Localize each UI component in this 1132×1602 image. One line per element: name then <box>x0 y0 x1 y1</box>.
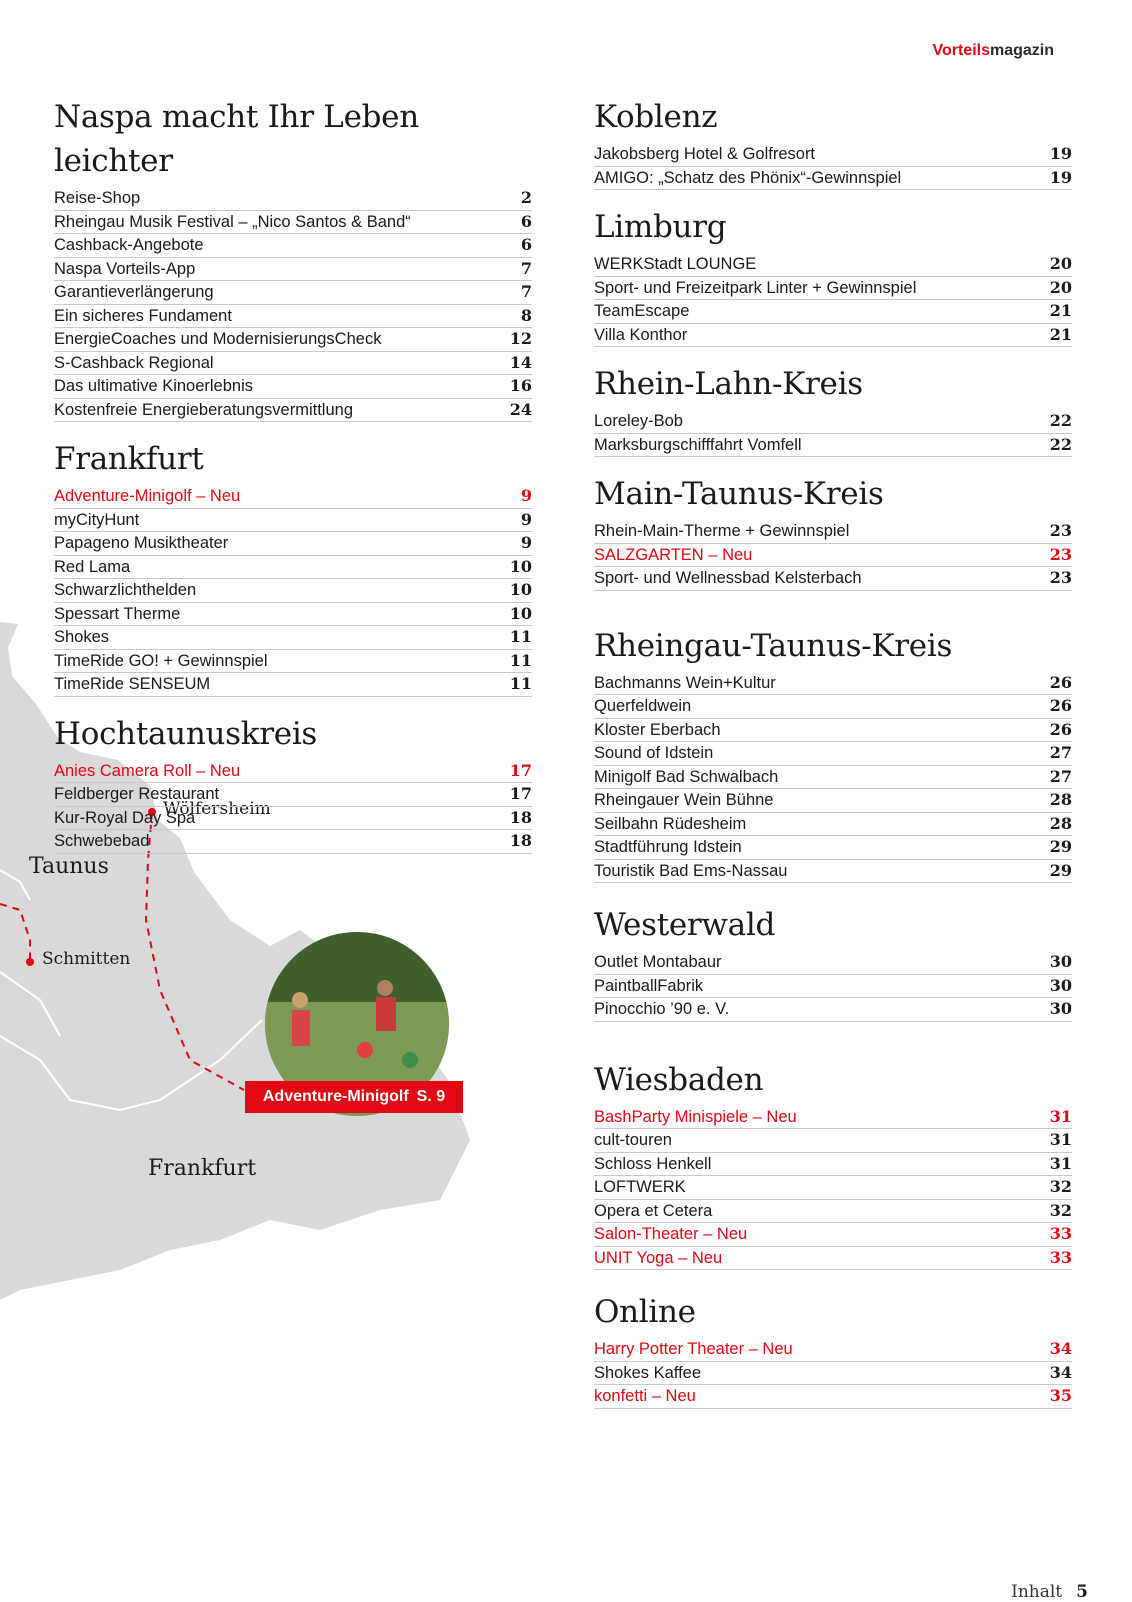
toc-section <box>54 712 532 854</box>
toc-entry-page: 21 <box>1049 301 1072 320</box>
map-label-schmitten: Schmitten <box>42 949 131 969</box>
toc-entry-page: 32 <box>1049 1177 1072 1196</box>
toc-entry-page: 12 <box>509 329 532 348</box>
toc-entry-page: 31 <box>1049 1106 1072 1126</box>
toc-entry-label: Rheingauer Wein Bühne <box>594 791 774 809</box>
toc-entry-label: Opera et Cetera <box>594 1201 713 1220</box>
toc-entry-label: TeamEscape <box>594 302 690 320</box>
toc-list <box>594 1338 1072 1409</box>
toc-entry[interactable] <box>594 1362 1072 1386</box>
toc-entry[interactable] <box>54 579 532 603</box>
toc-entry-page: 22 <box>1049 411 1072 430</box>
toc-entry[interactable] <box>594 1385 1072 1409</box>
toc-section <box>594 903 1072 1022</box>
toc-entry[interactable] <box>594 1153 1072 1177</box>
section-title: Online <box>594 1294 696 1330</box>
toc-entry-label: Harry Potter Theater – Neu <box>594 1340 793 1358</box>
toc-entry-page: 29 <box>1049 837 1072 856</box>
toc-entry-label: WERKStadt LOUNGE <box>594 255 757 273</box>
toc-entry-page: 7 <box>520 282 532 301</box>
toc-list <box>594 143 1072 190</box>
toc-entry[interactable] <box>54 211 532 235</box>
toc-entry-page: 20 <box>1049 254 1072 273</box>
toc-entry-label: Seilbahn Rüdesheim <box>594 814 747 833</box>
toc-entry-label: konfetti – Neu <box>594 1387 696 1405</box>
section-title: Rhein-Lahn-Kreis <box>594 366 863 402</box>
toc-section <box>594 95 1072 190</box>
toc-entry[interactable] <box>594 1338 1072 1362</box>
toc-entry-page: 17 <box>509 784 532 803</box>
toc-right-column <box>594 95 1072 1409</box>
toc-entry[interactable] <box>54 281 532 305</box>
toc-entry-page: 35 <box>1049 1386 1072 1405</box>
toc-section <box>594 472 1072 591</box>
toc-entry-label: Adventure-Minigolf – Neu <box>54 487 241 505</box>
toc-entry[interactable] <box>594 975 1072 999</box>
toc-entry-label: Marksburgschifffahrt Vomfell <box>594 435 802 454</box>
toc-entry-label: Schloss Henkell <box>594 1154 712 1173</box>
section-title: Limburg <box>594 209 727 245</box>
toc-entry[interactable] <box>54 532 532 556</box>
toc-entry[interactable] <box>594 324 1072 348</box>
brand-red: Vorteils <box>932 42 990 59</box>
toc-entry-label: TimeRide SENSEUM <box>54 675 211 693</box>
toc-list <box>594 672 1072 884</box>
toc-entry[interactable] <box>594 719 1072 743</box>
toc-entry[interactable] <box>54 509 532 533</box>
section-title: Westerwald <box>594 907 775 943</box>
toc-entry[interactable] <box>54 650 532 674</box>
toc-entry[interactable] <box>594 1200 1072 1224</box>
toc-entry-label: Querfeldwein <box>594 697 692 715</box>
toc-entry-label: Kur-Royal Day Spa <box>54 808 196 827</box>
toc-entry-page: 11 <box>509 627 532 646</box>
toc-section <box>594 1290 1072 1409</box>
toc-entry-label: TimeRide GO! + Gewinnspiel <box>54 651 268 670</box>
toc-entry-page: 23 <box>1049 568 1072 587</box>
toc-section <box>54 95 532 422</box>
map-label-woelfersheim: Wölfersheim <box>163 799 271 819</box>
toc-list <box>594 1106 1072 1271</box>
toc-entry[interactable] <box>54 234 532 258</box>
schmitten-pin <box>26 958 34 966</box>
toc-entry[interactable] <box>54 783 532 807</box>
toc-entry[interactable] <box>594 143 1072 167</box>
toc-section <box>594 1058 1072 1271</box>
toc-entry-page: 6 <box>520 235 532 254</box>
toc-entry-label: Das ultimative Kinoerlebnis <box>54 377 254 395</box>
section-title: Hochtaunuskreis <box>54 715 318 752</box>
toc-entry[interactable] <box>54 807 532 831</box>
badge-label: Adventure-Minigolf <box>262 1088 409 1105</box>
toc-entry[interactable] <box>594 813 1072 837</box>
toc-entry-label: Garantieverlängerung <box>54 283 214 301</box>
toc-list <box>54 760 532 854</box>
toc-entry-page: 33 <box>1049 1247 1072 1267</box>
toc-list <box>594 520 1072 591</box>
section-title: Main-Taunus-Kreis <box>594 476 884 512</box>
section-title: Frankfurt <box>54 441 204 477</box>
toc-list <box>594 253 1072 347</box>
toc-entry-label: Shokes Kaffee <box>594 1363 702 1382</box>
toc-entry-label: AMIGO: „Schatz des Phönix“-Gewinnspiel <box>594 168 902 187</box>
toc-section <box>594 362 1072 457</box>
toc-entry[interactable] <box>594 998 1072 1022</box>
toc-entry[interactable] <box>594 520 1072 544</box>
page-number: 5 <box>1076 1582 1088 1602</box>
toc-entry[interactable] <box>594 742 1072 766</box>
section-title: Rheingau-Taunus-Kreis <box>594 627 953 664</box>
toc-entry-page: 18 <box>509 807 532 827</box>
toc-entry-label: Rheingau Musik Festival – „Nico Santos & Band“ <box>54 212 411 231</box>
toc-entry[interactable] <box>594 1223 1072 1247</box>
toc-entry-page: 20 <box>1049 277 1072 297</box>
toc-entry-label: Outlet Montabaur <box>594 953 722 971</box>
toc-entry-label: LOFTWERK <box>594 1178 686 1196</box>
toc-list <box>594 951 1072 1022</box>
toc-entry[interactable] <box>594 253 1072 277</box>
toc-entry-page: 9 <box>520 509 532 529</box>
toc-entry-page: 10 <box>509 580 532 599</box>
toc-entry-page: 33 <box>1049 1224 1072 1243</box>
toc-entry-label: Red Lama <box>54 557 131 576</box>
toc-entry-label: Schwebebad <box>54 832 150 850</box>
toc-entry-page: 9 <box>520 486 532 505</box>
toc-entry-label: Kostenfreie Energieberatungsvermittlung <box>54 400 354 419</box>
toc-entry[interactable] <box>594 277 1072 301</box>
toc-entry-page: 16 <box>509 376 532 395</box>
toc-entry-page: 31 <box>1049 1130 1072 1149</box>
toc-entry-label: Pinocchio ’90 e. V. <box>594 1000 730 1018</box>
toc-entry-page: 31 <box>1049 1153 1072 1173</box>
toc-entry-page: 2 <box>520 188 532 207</box>
toc-entry-label: Minigolf Bad Schwalbach <box>594 767 779 786</box>
toc-entry[interactable] <box>594 951 1072 975</box>
toc-entry-page: 30 <box>1049 999 1072 1018</box>
toc-entry-label: myCityHunt <box>54 510 140 529</box>
toc-entry-page: 9 <box>520 533 532 552</box>
toc-entry[interactable] <box>54 375 532 399</box>
toc-section <box>54 437 532 697</box>
toc-entry[interactable] <box>594 1247 1072 1271</box>
toc-entry-page: 26 <box>1049 696 1072 715</box>
toc-entry-page: 6 <box>520 211 532 231</box>
toc-entry[interactable] <box>594 836 1072 860</box>
toc-entry[interactable] <box>54 830 532 854</box>
toc-entry[interactable] <box>54 352 532 376</box>
toc-entry-page: 27 <box>1049 743 1072 762</box>
toc-entry-label: S-Cashback Regional <box>54 353 214 372</box>
toc-entry-page: 22 <box>1049 434 1072 454</box>
toc-entry-page: 30 <box>1049 952 1072 971</box>
toc-entry-label: Ein sicheres Fundament <box>54 306 232 325</box>
toc-entry-label: Bachmanns Wein+Kultur <box>594 673 776 692</box>
toc-entry[interactable] <box>54 485 532 509</box>
toc-entry-page: 34 <box>1049 1339 1072 1358</box>
toc-section <box>594 624 1072 884</box>
toc-entry-page: 10 <box>509 556 532 576</box>
toc-entry-label: BashParty Minispiele – Neu <box>594 1107 797 1126</box>
toc-entry[interactable] <box>54 603 532 627</box>
toc-entry-label: Touristik Bad Ems-Nassau <box>594 861 788 880</box>
toc-entry-page: 27 <box>1049 766 1072 786</box>
toc-entry[interactable] <box>54 258 532 282</box>
toc-entry-label: UNIT Yoga – Neu <box>594 1248 723 1267</box>
toc-entry-label: Naspa Vorteils-App <box>54 259 196 278</box>
map-label-taunus: Taunus <box>29 854 109 879</box>
toc-entry-page: 11 <box>509 674 532 693</box>
toc-entry-label: Sport- und Wellnessbad Kelsterbach <box>594 569 862 587</box>
toc-entry[interactable] <box>594 1129 1072 1153</box>
toc-entry-label: Kloster Eberbach <box>594 720 721 739</box>
toc-entry[interactable] <box>594 672 1072 696</box>
toc-entry-label: Cashback-Angebote <box>54 236 204 254</box>
toc-entry-label: cult-touren <box>594 1131 672 1149</box>
toc-entry-page: 19 <box>1049 144 1072 163</box>
toc-entry-page: 14 <box>509 352 532 372</box>
toc-entry-page: 28 <box>1049 813 1072 833</box>
section-title: Wiesbaden <box>594 1061 764 1098</box>
toc-entry[interactable] <box>54 305 532 329</box>
toc-entry-label: Loreley-Bob <box>594 412 683 430</box>
toc-entry[interactable] <box>594 860 1072 884</box>
toc-entry[interactable] <box>54 556 532 580</box>
toc-entry-label: Reise-Shop <box>54 189 141 207</box>
toc-list <box>54 485 532 697</box>
toc-entry-page: 10 <box>509 603 532 623</box>
map-label-frankfurt: Frankfurt <box>148 1156 257 1181</box>
toc-entry-label: Salon-Theater – Neu <box>594 1225 748 1243</box>
toc-entry-page: 29 <box>1049 860 1072 880</box>
toc-entry-label: Papageno Musiktheater <box>54 534 229 552</box>
toc-entry[interactable] <box>54 673 532 697</box>
toc-entry-label: Villa Konthor <box>594 325 688 344</box>
toc-entry-page: 21 <box>1049 324 1072 344</box>
badge-page: S. 9 <box>416 1088 446 1105</box>
toc-entry-page: 32 <box>1049 1200 1072 1220</box>
toc-entry-page: 23 <box>1049 521 1072 540</box>
toc-entry-page: 18 <box>509 831 532 850</box>
toc-entry[interactable] <box>594 695 1072 719</box>
toc-entry-label: Sport- und Freizeitpark Linter + Gewinnspiel <box>594 278 917 297</box>
page-footer <box>1011 1582 1088 1602</box>
toc-entry-page: 26 <box>1049 719 1072 739</box>
toc-entry[interactable] <box>594 300 1072 324</box>
footer-section: Inhalt <box>1011 1582 1063 1602</box>
toc-entry-label: SALZGARTEN – Neu <box>594 545 753 564</box>
toc-entry-page: 17 <box>509 760 532 780</box>
toc-entry[interactable] <box>54 399 532 423</box>
toc-entry-label: Spessart Therme <box>54 604 181 623</box>
toc-entry[interactable] <box>594 1176 1072 1200</box>
toc-entry[interactable] <box>54 760 532 784</box>
toc-entry-label: Feldberger Restaurant <box>54 785 220 803</box>
toc-entry[interactable] <box>54 328 532 352</box>
toc-entry-page: 26 <box>1049 672 1072 692</box>
toc-entry-label: Jakobsberg Hotel & Golfresort <box>594 145 816 163</box>
toc-entry-label: Rhein-Main-Therme + Gewinnspiel <box>594 522 850 540</box>
toc-entry[interactable] <box>594 410 1072 434</box>
toc-entry-label: EnergieCoaches und ModernisierungsCheck <box>54 330 382 348</box>
toc-entry-page: 8 <box>520 305 532 325</box>
toc-entry-page: 28 <box>1049 790 1072 809</box>
toc-entry-page: 24 <box>509 399 532 419</box>
toc-entry[interactable] <box>594 789 1072 813</box>
toc-entry[interactable] <box>54 187 532 211</box>
toc-entry[interactable] <box>594 434 1072 458</box>
toc-entry-page: 19 <box>1049 167 1072 187</box>
toc-entry[interactable] <box>594 766 1072 790</box>
toc-entry[interactable] <box>594 544 1072 568</box>
adventure-minigolf-badge[interactable] <box>245 1081 463 1113</box>
toc-entry-label: Sound of Idstein <box>594 744 714 762</box>
toc-entry-page: 23 <box>1049 544 1072 564</box>
toc-entry[interactable] <box>594 567 1072 591</box>
toc-entry-page: 34 <box>1049 1362 1072 1382</box>
toc-entry-label: PaintballFabrik <box>594 976 704 995</box>
toc-list <box>54 187 532 422</box>
toc-entry-label: Stadtführung Idstein <box>594 838 742 856</box>
section-title: Naspa macht Ihr Leben leichter <box>54 99 419 179</box>
toc-section <box>594 205 1072 347</box>
toc-entry-page: 30 <box>1049 975 1072 995</box>
toc-left-column <box>54 95 532 854</box>
toc-entry-page: 7 <box>520 258 532 278</box>
toc-entry[interactable] <box>594 1106 1072 1130</box>
toc-entry[interactable] <box>54 626 532 650</box>
toc-entry-label: Schwarzlichthelden <box>54 581 197 599</box>
toc-entry-label: Shokes <box>54 628 110 646</box>
brand-dark: magazin <box>989 42 1054 59</box>
section-title: Koblenz <box>594 99 718 135</box>
toc-list <box>594 410 1072 457</box>
toc-entry-label: Anies Camera Roll – Neu <box>54 761 241 780</box>
toc-entry[interactable] <box>594 167 1072 191</box>
toc-entry-page: 11 <box>509 650 532 670</box>
